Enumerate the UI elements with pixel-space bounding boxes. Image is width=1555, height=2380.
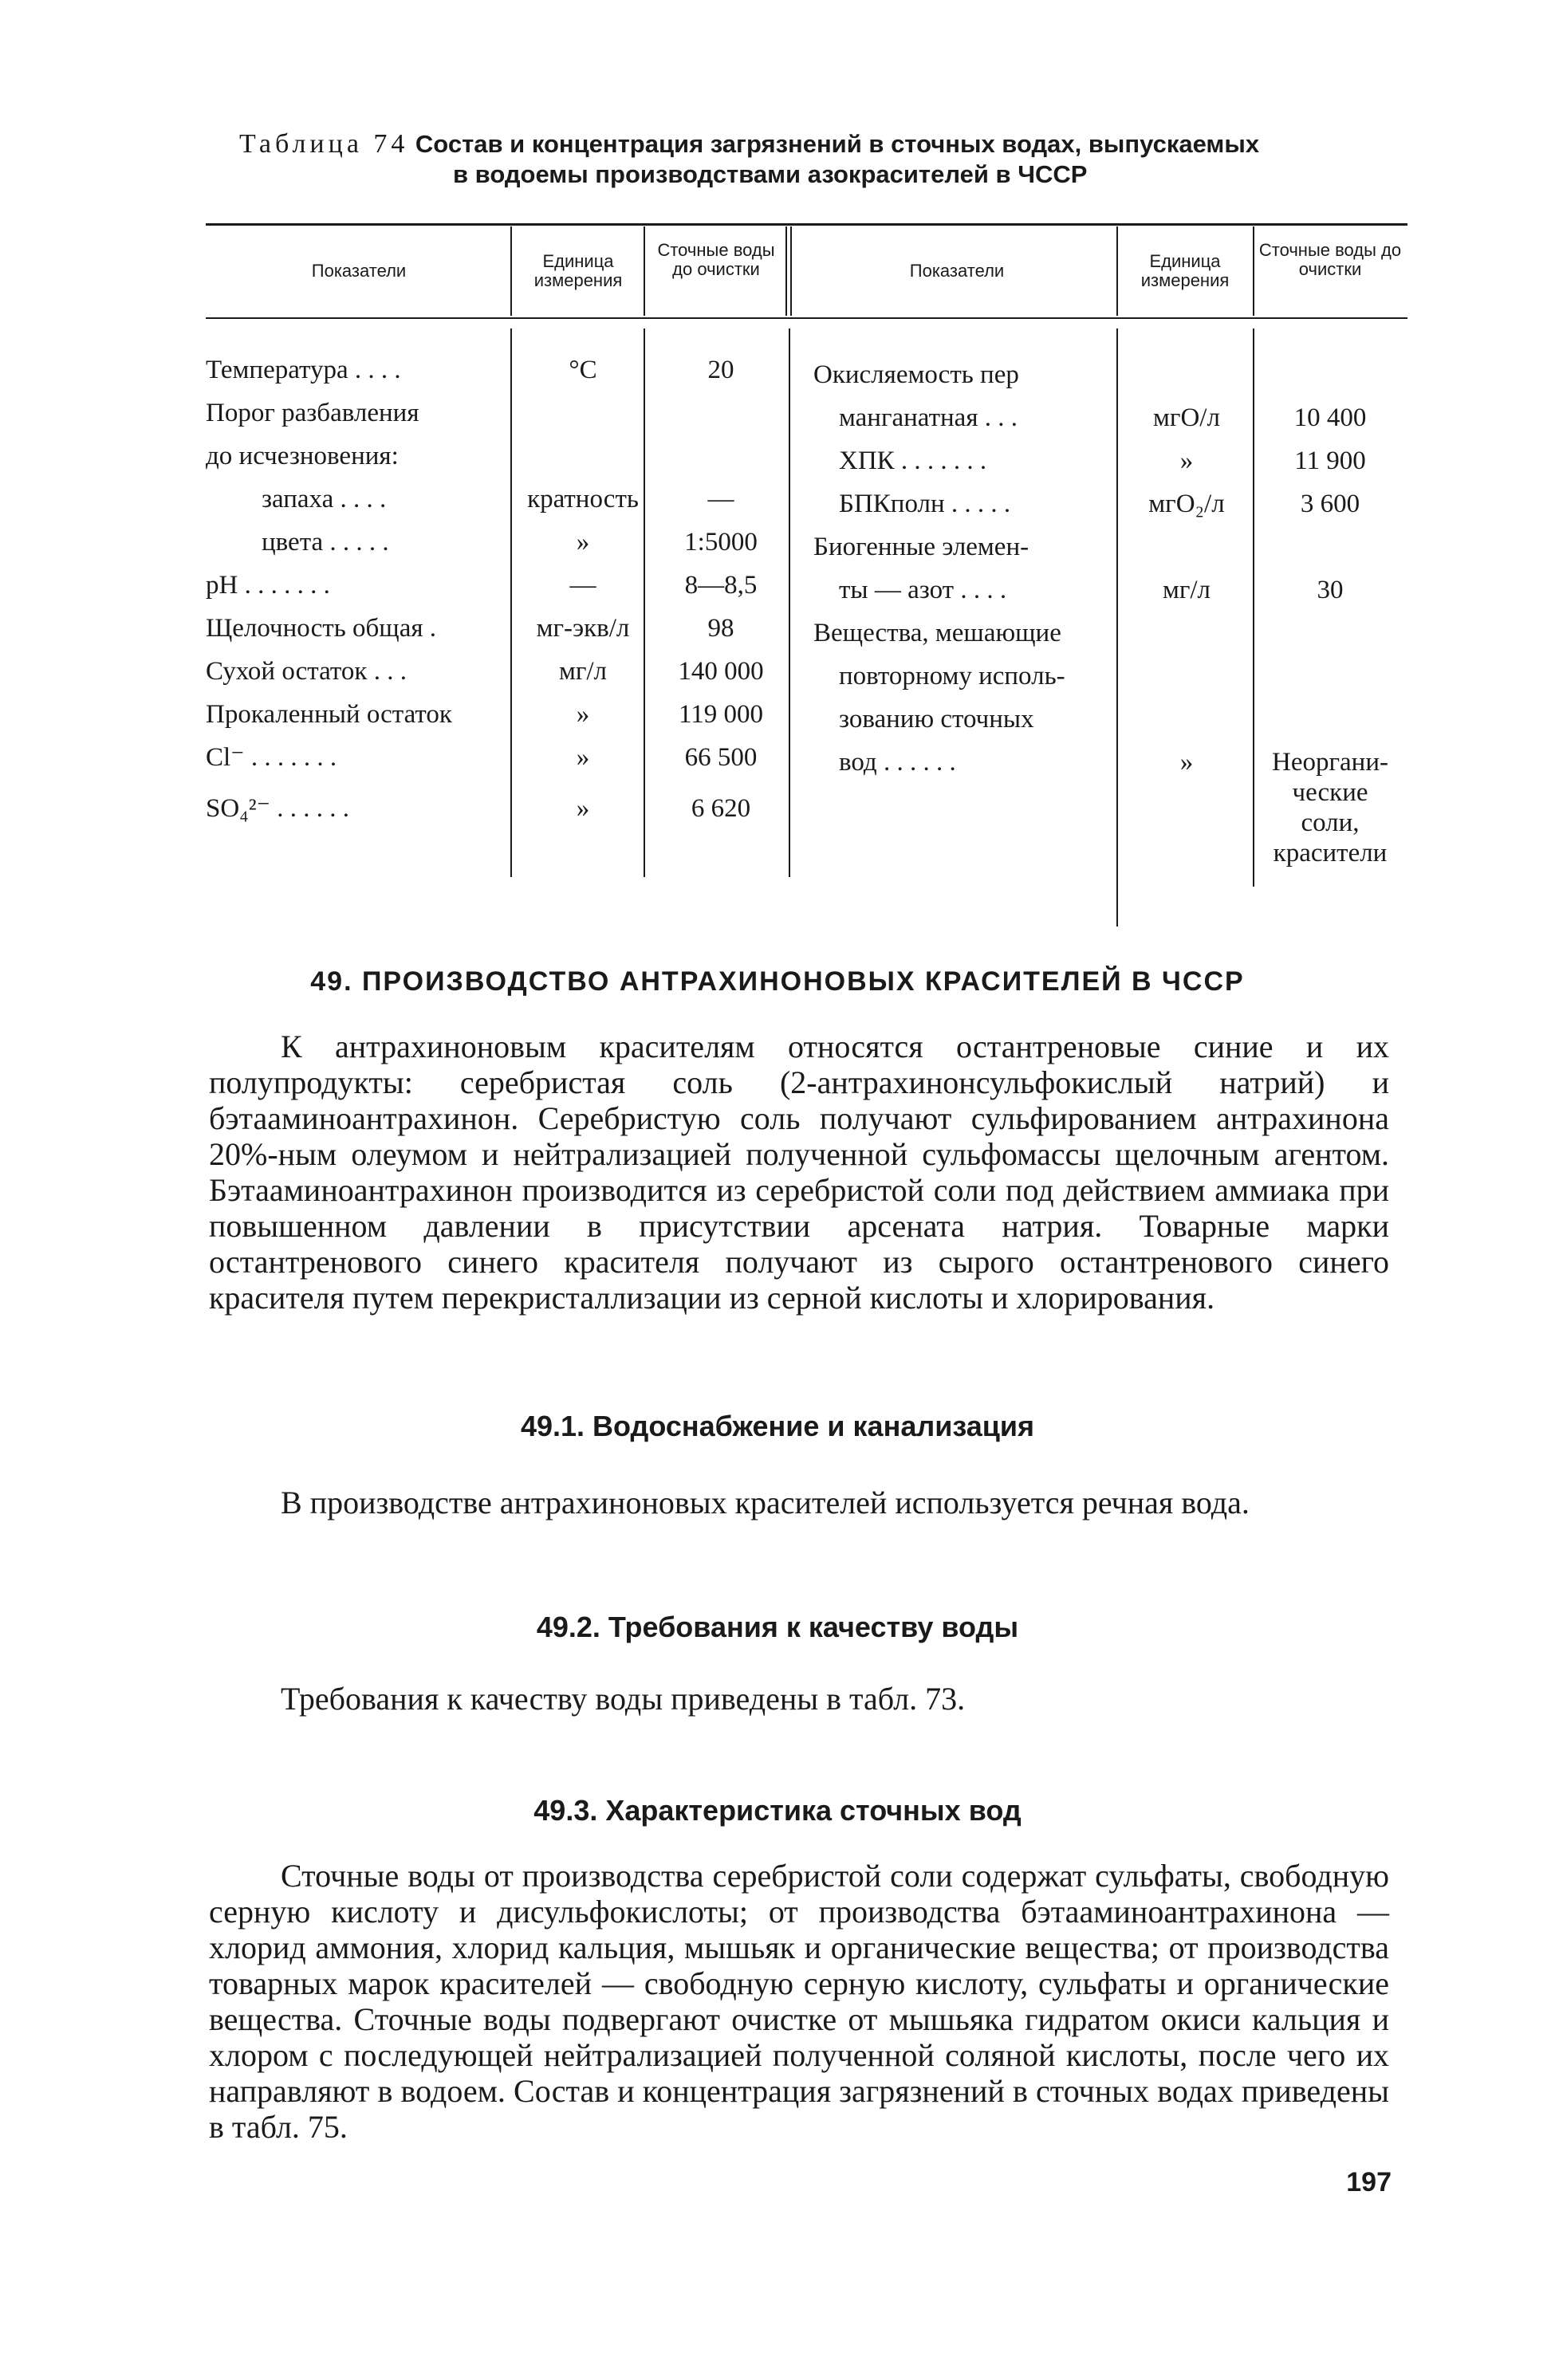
section-intro-paragraph: К антрахиноновым красителям относятся остантреновые синие и их полупродукты: серебристая соль (2-антрахинонсульфокислый натрий) и бэтааминоантрахинон. Серебристую соль получают сульфированием антрахинона 20%-ным олеумом и нейтрализацией полученной сульфомассы щелочным агентом. Бэтааминоантрахинон производится из серебристой соли под действием аммиака при повышенном давлении в присутствии арсената натрия. Товарные марки остантренового синего красителя получают из сырого остантренового синего красителя путем перекристаллизации из серной кислоты и хлорирования.	[209, 1029, 1389, 1316]
subsection-title: 49.1. Водоснабжение и канализация	[520, 1410, 1035, 1442]
header-value-right: Сточные воды до очистки	[1258, 240, 1402, 279]
header-value-left: Сточные воды до очистки	[657, 240, 775, 279]
table-caption-label: Таблица 74	[239, 129, 409, 159]
table-col-divider	[785, 226, 787, 316]
table-caption	[239, 129, 1372, 188]
table-header-rule	[206, 317, 1407, 319]
table-col-divider	[510, 328, 512, 877]
table-col-divider	[790, 226, 792, 316]
subsection-paragraph: Сточные воды от производства серебристой соли содержат сульфаты, свободную серную кислоту и дисульфокислоты; от производства бэтааминоантрахинона — хлорид аммония, хлорид кальция, мышьяк и органические вещества; от производства товарных марок красителей — свободную серную кислоту, сульфаты и органические вещества. Сточные воды подвергают очистке от мышьяка гидратом окиси кальция и хлором с последующей нейтрализацией полученной соляной кислоты, после чего их направляют в водоем. Состав и концентрация загрязнений в сточных водах приведены в табл. 75.	[209, 1858, 1389, 2145]
table-col-divider	[644, 226, 645, 316]
table-top-rule	[206, 223, 1407, 226]
table-col-divider	[1116, 226, 1118, 316]
header-unit-left: Единица измерения	[533, 251, 623, 290]
subsection-paragraph: В производстве антрахиноновых красителей используется речная вода.	[281, 1485, 1250, 1520]
table-col-divider	[1116, 328, 1118, 926]
header-indicator-left: Показатели	[311, 261, 407, 281]
table-col-divider	[510, 226, 512, 316]
header-indicator-right: Показатели	[909, 261, 1005, 281]
header-unit-right: Единица измерения	[1140, 251, 1230, 290]
section-title: 49. ПРОИЗВОДСТВО АНТРАХИНОНОВЫХ КРАСИТЕЛЕЙ В ЧССР	[310, 966, 1245, 997]
table-col-divider	[1253, 226, 1254, 316]
document-page: Таблица 74 Состав и концентрация загрязнений в сточных водах, выпускаемых в водоемы производствами азокрасителей в ЧССР Показатели Единица измерения Сточные воды до очистки Показатели Единица измерения Сточные воды до очистки Температура . . . . °C 20 Порог разбавления до исчезновения: запаха . . . . кратность — цвета . . . . . » 1:5000 pH . . . . . . . — 8—8,5 Щелочность общая . мг-экв/л 98 Сухой остаток . . . мг/л 140 000 Прокаленный остаток » 119 000 Cl⁻ . . . . . . . » 66 500 SO₄²⁻ . . . . . . » 6 620 Окисляемость пер манганатная . . . мгО/л 10 400 ХПК . . . . . . . » 11 900 БПКполн . . . . . мгО₂/л 3 600 Биогенные элемен- ты — азот . . . . мг/л 30 Вещества, мешающие повторному исполь- зованию сточных вод . . . . . . » Неоргани- ческие соли, красители 49. ПРОИЗВОДСТВО АНТРАХИНОНОВЫХ КРАСИТЕЛЕЙ В ЧССР К антрахиноновым красителям относятся остантреновые синие и их полупродукты: серебристая соль (2-антрахинонсульфокислый натрий) и бэтааминоантрахинон. Серебристую соль получают сульфированием антрахинона 20%-ным олеумом и нейтрализацией полученной сульфомассы щелочным агентом. Бэтааминоантрахинон производится из серебристой соли под действием аммиака при повышенном давлении в присутствии арсената натрия. Товарные марки остантренового синего красителя получают из сырого остантренового синего красителя путем перекристаллизации из серной кислоты и хлорирования. 49.1. Водоснабжение и канализация В производстве антрахиноновых красителей используется речная вода. 49.2. Требования к качеству воды Требования к качеству воды приведены в табл. 73. 49.3. Характеристика сточных вод Сточные воды от производства серебристой соли содержат сульфаты, свободную серную кислоту и дисульфокислоты; от производства бэтааминоантрахинона — хлорид аммония, хлорид кальция, мышьяк и органические вещества; от производства товарных марок красителей — свободную серную кислоту, сульфаты и органические вещества. Сточные воды подвергают очистке от мышьяка гидратом окиси кальция и хлором с последующей нейтрализацией полученной соляной кислоты, после чего их направляют в водоем. Состав и концентрация загрязнений в сточных водах приведены в табл. 75. 197	[0, 0, 1555, 2380]
table-caption-title-line2: в водоемы производствами азокрасителей в ЧССР	[453, 160, 1088, 188]
subsection-paragraph: Требования к качеству воды приведены в табл. 73.	[281, 1681, 966, 1717]
table-caption-title-line1: Состав и концентрация загрязнений в сточных водах, выпускаемых	[415, 130, 1260, 158]
subsection-title: 49.2. Требования к качеству воды	[536, 1611, 1019, 1643]
page-number: 197	[1346, 2167, 1392, 2197]
subsection-title: 49.3. Характеристика сточных вод	[533, 1794, 1022, 1827]
